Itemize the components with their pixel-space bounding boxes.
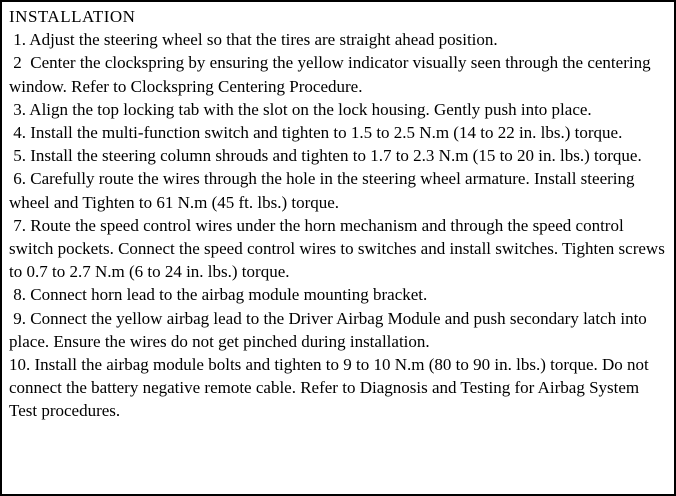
instruction-step-2: 2 Center the clockspring by ensuring the yellow indicator visually seen through the centering window. Refer to Clockspring Centering Procedure. <box>9 53 655 96</box>
instruction-step-9: 9. Connect the yellow airbag lead to the Driver Airbag Module and push secondary latch into place. Ensure the wires do not get pinched during installation. <box>9 308 652 351</box>
instruction-step-7: 7. Route the speed control wires under the horn mechanism and through the speed control switch pockets. Connect the speed control wires to switches and install switches. Tighten screws to 0.7 to 2.7 N.m (6 to 24 in. lbs.) torque. <box>9 215 670 282</box>
instruction-step-4: 4. Install the multi-function switch and tighten to 1.5 to 2.5 N.m (14 to 22 in. lbs.) torque. <box>9 123 623 143</box>
instruction-step-8: 8. Connect horn lead to the airbag module mounting bracket. <box>9 285 428 305</box>
instruction-step-6: 6. Carefully route the wires through the hole in the steering wheel armature. Install steering wheel and Tighten to 61 N.m (45 ft. lbs.) torque. <box>9 169 639 212</box>
document-title: INSTALLATION <box>9 7 136 26</box>
instruction-step-5: 5. Install the steering column shrouds and tighten to 1.7 to 2.3 N.m (15 to 20 in. lbs.) torque. <box>9 146 642 166</box>
instruction-step-1: 1. Adjust the steering wheel so that the tires are straight ahead position. <box>9 30 498 50</box>
instruction-step-3: 3. Align the top locking tab with the slot on the lock housing. Gently push into place. <box>9 99 592 119</box>
instruction-step-10: 10. Install the airbag module bolts and tighten to 9 to 10 N.m (80 to 90 in. lbs.) torque. Do not connect the battery negative remote cable. Refer to Diagnosis and Testing for Airbag System Test procedures. <box>9 355 654 421</box>
